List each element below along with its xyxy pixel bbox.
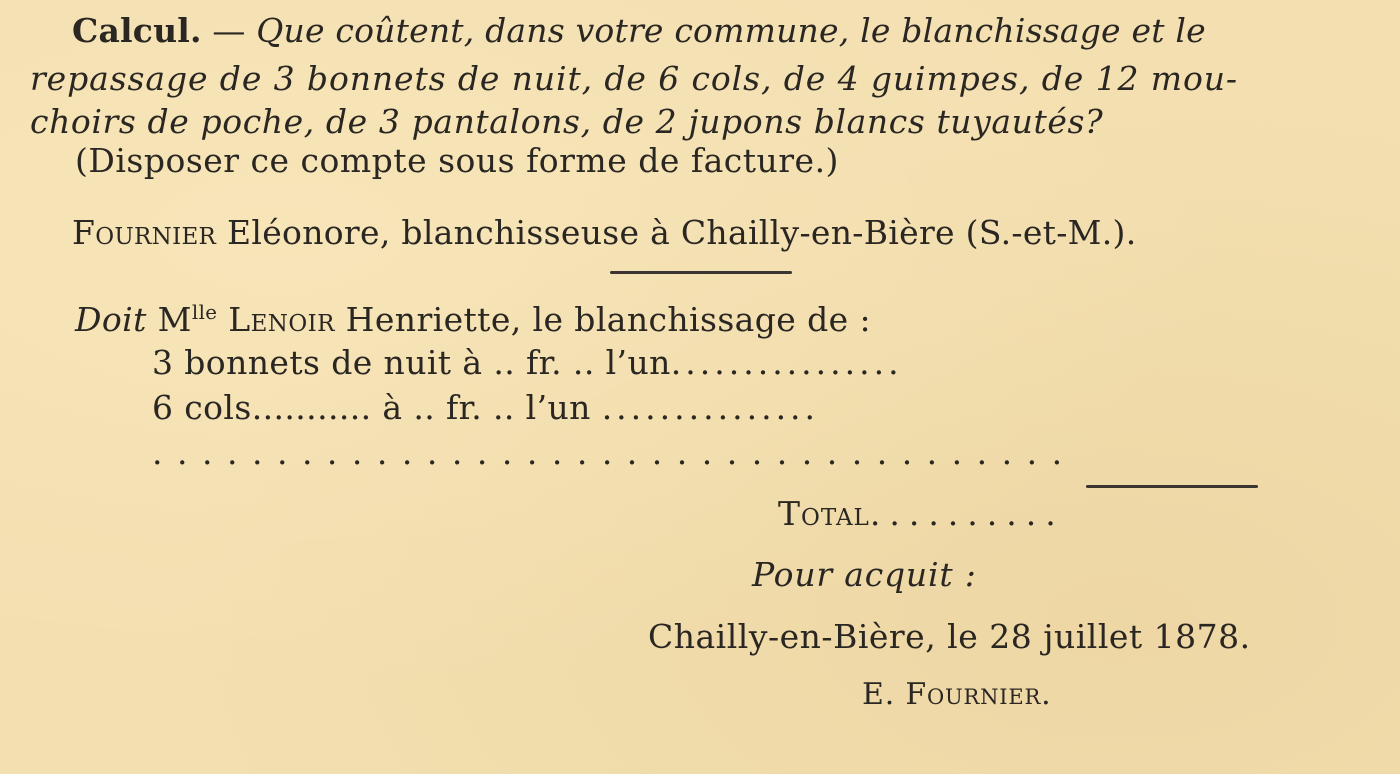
item-leader-dots: ..................................... xyxy=(152,433,1077,472)
invoice-total xyxy=(778,494,1065,533)
issuer-surname: Fournier xyxy=(72,213,217,252)
place-date: Chailly-en-Bière, le 28 juillet 1878. xyxy=(648,617,1251,656)
invoice-item-row xyxy=(152,343,903,382)
problem-question-line-2: repassage de 3 bonnets de nuit, de 6 cols, de 4 guimpes, de 12 mou- xyxy=(30,59,1238,98)
item-leader-dots: ............... xyxy=(601,388,820,427)
total-rule xyxy=(1086,485,1258,488)
issuer-details: Eléonore, blanchisseuse à Chailly-en-Bière (S.-et-M.). xyxy=(216,213,1137,252)
problem-question-line-3: choirs de poche, de 3 pantalons, de 2 jupons blancs tuyautés? xyxy=(30,102,1104,141)
problem-instruction: (Disposer ce compte sous forme de facture.) xyxy=(75,141,839,180)
problem-heading: Calcul. xyxy=(72,11,202,50)
problem-line-1 xyxy=(72,11,1206,50)
debtor-surname: Lenoir xyxy=(228,300,335,339)
debtor-title: $M^{lle}$ xyxy=(157,300,218,339)
total-label: Total xyxy=(778,494,870,533)
signature xyxy=(862,677,1052,712)
invoice-issuer xyxy=(72,213,1137,252)
debtor-details: Henriette, le blanchissage de : xyxy=(334,300,871,339)
total-leader-dots: .......... xyxy=(869,494,1065,533)
debtor-doit: Doit xyxy=(75,300,147,339)
signature-surname: Fournier. xyxy=(905,677,1052,712)
invoice-debtor xyxy=(75,300,871,339)
receipt-label: Pour acquit : xyxy=(752,555,977,594)
item-description: 6 cols........... à .. fr. .. l’un xyxy=(152,388,602,427)
item-description: 3 bonnets de nuit à .. fr. .. l’un xyxy=(152,343,671,382)
invoice-item-row xyxy=(152,388,820,427)
problem-question-line-1: Que coûtent, dans votre commune, le blanchissage et le xyxy=(256,11,1206,50)
signature-initial: E. xyxy=(862,677,896,712)
item-leader-dots: ................ xyxy=(670,343,903,382)
separator-rule xyxy=(610,271,792,274)
problem-dash: — xyxy=(201,11,257,50)
invoice-item-row xyxy=(152,433,1077,472)
